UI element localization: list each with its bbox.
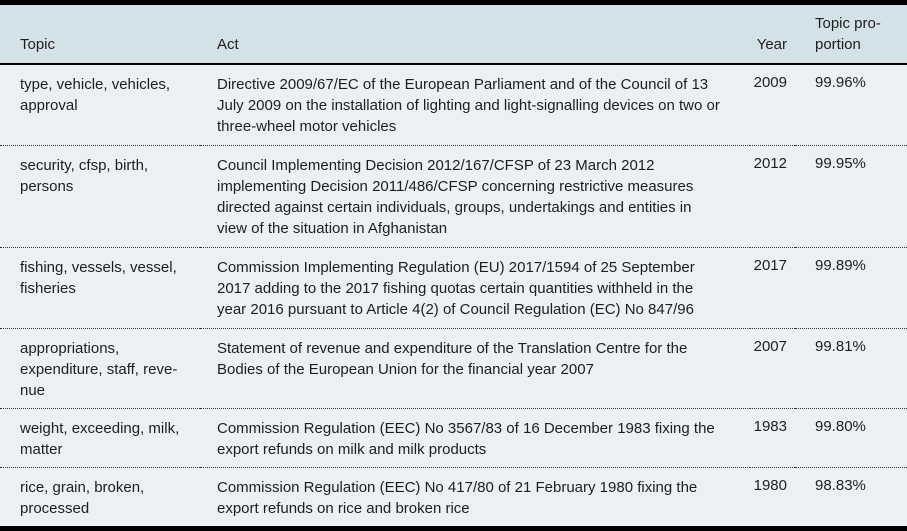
cell-topic: type, vehicle, vehicles, approval <box>0 64 200 145</box>
column-header-year: Year <box>750 3 795 65</box>
cell-act: Commission Implementing Regulation (EU) 2017/1594 of 25 September 2017 adding to the 2017 fishing quotas certain quantities withheld in the year 2016 pursuant to Article 4(2) of Council Regulation (EC) No 847/96 <box>200 247 750 328</box>
cell-topic: security, cfsp, birth, persons <box>0 145 200 247</box>
column-header-topic: Topic <box>0 3 200 65</box>
cell-topic: weight, exceeding, milk, matter <box>0 409 200 468</box>
column-header-proportion-line2: portion <box>815 36 861 53</box>
cell-topic: rice, grain, broken, processed <box>20 478 145 517</box>
cell-year: 2017 <box>750 247 795 328</box>
table-row <box>0 64 907 145</box>
cell-proportion: 99.80% <box>795 409 907 468</box>
cell-topic: appropriations, expenditure, staff, revenue <box>0 328 200 409</box>
cell-proportion: 99.81% <box>795 328 907 409</box>
cell-proportion: 98.83% <box>815 476 866 494</box>
table-row <box>0 145 907 247</box>
table-row <box>0 467 907 528</box>
cell-year: 2007 <box>750 328 795 409</box>
table-row <box>0 328 907 409</box>
column-header-proportion <box>795 3 907 65</box>
cell-act: Directive 2009/67/EC of the European Parliament and of the Council of 13 July 2009 on the installation of lighting and light-signalling devices on two or three-wheel motor vehicles <box>200 64 750 145</box>
cell-act: Commission Regulation (EEC) No 3567/83 of 16 December 1983 fixing the export refunds on milk and milk products <box>200 409 750 468</box>
cell-proportion: 99.89% <box>795 247 907 328</box>
table-row <box>0 409 907 468</box>
cell-topic: fishing, vessels, vessel, fisheries <box>0 247 200 328</box>
cell-act: Council Implementing Decision 2012/167/CFSP of 23 March 2012 implementing Decision 2011/486/CFSP concerning restrictive measures directed against certain individuals, groups, undertakings and entities in view of the situation in Afghanistan <box>200 145 750 247</box>
cell-year: 1980 <box>753 476 787 494</box>
cell-year: 1983 <box>750 409 795 468</box>
cell-act: Statement of revenue and expenditure of the Translation Centre for the Bodies of the European Union for the financial year 2007 <box>200 328 750 409</box>
cell-year: 2012 <box>750 145 795 247</box>
column-header-proportion-line1: Topic pro- <box>815 15 881 32</box>
cell-proportion: 99.95% <box>795 145 907 247</box>
cell-proportion: 99.96% <box>795 64 907 145</box>
cell-year: 2009 <box>750 64 795 145</box>
header-row <box>0 3 907 65</box>
cell-act: Commission Regulation (EEC) No 417/80 of 21 February 1980 fixing the export refunds on rice and broken rice <box>217 478 698 517</box>
table-row <box>0 247 907 328</box>
column-header-act: Act <box>200 3 750 65</box>
